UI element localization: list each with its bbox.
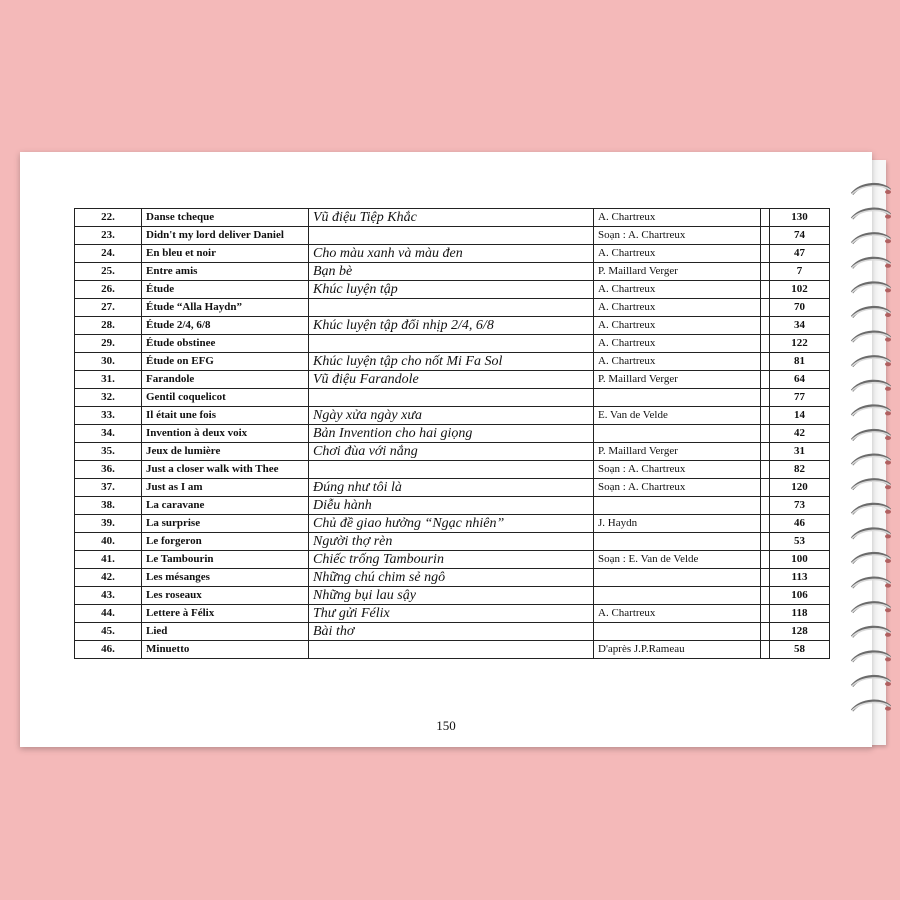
entry-spacer [761, 533, 770, 551]
entry-spacer [761, 335, 770, 353]
entry-spacer [761, 353, 770, 371]
spiral-coil [852, 430, 891, 440]
entry-page: 106 [770, 587, 830, 605]
entry-vietnamese-title: Những bụi lau sậy [309, 587, 594, 605]
entry-composer: A. Chartreux [594, 209, 761, 227]
entry-composer: Soạn : A. Chartreux [594, 461, 761, 479]
entry-composer [594, 533, 761, 551]
entry-spacer [761, 569, 770, 587]
entry-composer: Soạn : E. Van de Velde [594, 551, 761, 569]
entry-number: 43. [75, 587, 142, 605]
entry-spacer [761, 641, 770, 659]
spiral-coil [852, 209, 891, 219]
entry-number: 42. [75, 569, 142, 587]
table-row [75, 497, 830, 515]
entry-composer [594, 389, 761, 407]
entry-composer [594, 425, 761, 443]
entry-title: Étude 2/4, 6/8 [142, 317, 309, 335]
entry-title: Farandole [142, 371, 309, 389]
entry-page: 58 [770, 641, 830, 659]
entry-title: Le Tambourin [142, 551, 309, 569]
entry-composer: A. Chartreux [594, 605, 761, 623]
entry-spacer [761, 515, 770, 533]
entry-vietnamese-title [309, 461, 594, 479]
entry-page: 81 [770, 353, 830, 371]
table-row [75, 569, 830, 587]
entry-vietnamese-title: Chiếc trống Tambourin [309, 551, 594, 569]
entry-page: 34 [770, 317, 830, 335]
entry-composer: A. Chartreux [594, 281, 761, 299]
table-row [75, 533, 830, 551]
entry-vietnamese-title: Cho màu xanh và màu đen [309, 245, 594, 263]
entry-vietnamese-title: Bài thơ [309, 623, 594, 641]
spiral-coil [852, 504, 891, 514]
entry-vietnamese-title: Diễu hành [309, 497, 594, 515]
table-row [75, 209, 830, 227]
entry-number: 28. [75, 317, 142, 335]
entry-spacer [761, 209, 770, 227]
entry-page: 7 [770, 263, 830, 281]
entry-page: 64 [770, 371, 830, 389]
spiral-coil [852, 234, 891, 244]
entry-composer: A. Chartreux [594, 335, 761, 353]
table-row [75, 353, 830, 371]
entry-title: Étude obstinee [142, 335, 309, 353]
entry-spacer [761, 461, 770, 479]
entry-page: 31 [770, 443, 830, 461]
table-row [75, 623, 830, 641]
entry-number: 36. [75, 461, 142, 479]
entry-composer: Soạn : A. Chartreux [594, 479, 761, 497]
entry-title: Just a closer walk with Thee [142, 461, 309, 479]
entry-vietnamese-title: Khúc luyện tập đổi nhịp 2/4, 6/8 [309, 317, 594, 335]
entry-vietnamese-title [309, 389, 594, 407]
spiral-coil [852, 627, 891, 637]
entry-spacer [761, 479, 770, 497]
entry-title: Étude on EFG [142, 353, 309, 371]
table-row [75, 227, 830, 245]
entry-page: 100 [770, 551, 830, 569]
entry-page: 118 [770, 605, 830, 623]
entry-vietnamese-title [309, 335, 594, 353]
entry-number: 45. [75, 623, 142, 641]
entry-vietnamese-title: Khúc luyện tập cho nốt Mi Fa Sol [309, 353, 594, 371]
entry-vietnamese-title: Người thợ rèn [309, 533, 594, 551]
entry-spacer [761, 389, 770, 407]
table-row [75, 245, 830, 263]
entry-title: Just as I am [142, 479, 309, 497]
spiral-coil [852, 553, 891, 563]
entry-number: 41. [75, 551, 142, 569]
entry-number: 25. [75, 263, 142, 281]
entry-title: Invention à deux voix [142, 425, 309, 443]
spiral-coil [852, 381, 891, 391]
entry-number: 46. [75, 641, 142, 659]
entry-vietnamese-title [309, 299, 594, 317]
entry-page: 102 [770, 281, 830, 299]
entry-composer: A. Chartreux [594, 353, 761, 371]
entry-number: 38. [75, 497, 142, 515]
spiral-coil [852, 184, 891, 194]
entry-page: 70 [770, 299, 830, 317]
entry-page: 130 [770, 209, 830, 227]
spiral-coil [852, 258, 891, 268]
entry-vietnamese-title: Thư gửi Félix [309, 605, 594, 623]
entry-vietnamese-title: Chủ đề giao hưởng “Ngạc nhiên” [309, 515, 594, 533]
table-row [75, 263, 830, 281]
entry-spacer [761, 317, 770, 335]
entry-spacer [761, 245, 770, 263]
entry-spacer [761, 605, 770, 623]
entry-composer: P. Maillard Verger [594, 443, 761, 461]
contents-table-body [75, 209, 830, 659]
entry-number: 24. [75, 245, 142, 263]
entry-vietnamese-title [309, 641, 594, 659]
entry-title: Minuetto [142, 641, 309, 659]
entry-title: Étude “Alla Haydn” [142, 299, 309, 317]
entry-title: Lettere à Félix [142, 605, 309, 623]
entry-composer [594, 497, 761, 515]
entry-page: 122 [770, 335, 830, 353]
table-row [75, 479, 830, 497]
entry-number: 29. [75, 335, 142, 353]
entry-number: 37. [75, 479, 142, 497]
book-page [20, 152, 872, 747]
entry-composer: A. Chartreux [594, 317, 761, 335]
entry-title: Les mésanges [142, 569, 309, 587]
spiral-coil [852, 283, 891, 293]
entry-vietnamese-title: Bạn bè [309, 263, 594, 281]
spiral-coil [852, 652, 891, 662]
entry-spacer [761, 497, 770, 515]
table-row [75, 425, 830, 443]
table-row [75, 389, 830, 407]
entry-composer [594, 623, 761, 641]
entry-composer: P. Maillard Verger [594, 371, 761, 389]
entry-page: 53 [770, 533, 830, 551]
entry-spacer [761, 281, 770, 299]
entry-spacer [761, 263, 770, 281]
entry-title: Étude [142, 281, 309, 299]
spiral-binding [848, 180, 898, 720]
table-row [75, 551, 830, 569]
table-row [75, 443, 830, 461]
entry-number: 39. [75, 515, 142, 533]
table-row [75, 587, 830, 605]
entry-title: Les roseaux [142, 587, 309, 605]
entry-vietnamese-title: Khúc luyện tập [309, 281, 594, 299]
entry-composer: J. Haydn [594, 515, 761, 533]
entry-spacer [761, 551, 770, 569]
entry-composer: E. Van de Velde [594, 407, 761, 425]
entry-number: 32. [75, 389, 142, 407]
entry-number: 30. [75, 353, 142, 371]
entry-page: 82 [770, 461, 830, 479]
entry-vietnamese-title: Đúng như tôi là [309, 479, 594, 497]
entry-number: 22. [75, 209, 142, 227]
entry-vietnamese-title: Chơi đùa với nắng [309, 443, 594, 461]
entry-vietnamese-title [309, 227, 594, 245]
entry-spacer [761, 443, 770, 461]
spiral-coil [852, 406, 891, 416]
spiral-coil [852, 455, 891, 465]
table-row [75, 281, 830, 299]
spiral-coil [852, 676, 891, 686]
entry-page: 120 [770, 479, 830, 497]
table-row [75, 371, 830, 389]
spiral-coil [852, 529, 891, 539]
entry-number: 34. [75, 425, 142, 443]
table-row [75, 641, 830, 659]
entry-page: 77 [770, 389, 830, 407]
entry-composer: A. Chartreux [594, 245, 761, 263]
entry-vietnamese-title: Những chú chim sẻ ngô [309, 569, 594, 587]
entry-spacer [761, 425, 770, 443]
entry-title: Danse tcheque [142, 209, 309, 227]
entry-page: 113 [770, 569, 830, 587]
page-number: 150 [436, 718, 456, 733]
entry-spacer [761, 623, 770, 641]
table-row [75, 335, 830, 353]
spiral-coil [852, 578, 891, 588]
entry-page: 14 [770, 407, 830, 425]
entry-vietnamese-title: Vũ điệu Tiệp Khắc [309, 209, 594, 227]
entry-page: 74 [770, 227, 830, 245]
spiral-coil [852, 480, 891, 490]
entry-number: 26. [75, 281, 142, 299]
entry-spacer [761, 371, 770, 389]
entry-title: Didn't my lord deliver Daniel [142, 227, 309, 245]
entry-title: La caravane [142, 497, 309, 515]
entry-title: La surprise [142, 515, 309, 533]
entry-vietnamese-title: Ngày xửa ngày xưa [309, 407, 594, 425]
table-row [75, 407, 830, 425]
entry-composer: D'après J.P.Rameau [594, 641, 761, 659]
entry-number: 33. [75, 407, 142, 425]
entry-title: Il était une fois [142, 407, 309, 425]
entry-vietnamese-title: Vũ điệu Farandole [309, 371, 594, 389]
entry-number: 40. [75, 533, 142, 551]
entry-spacer [761, 227, 770, 245]
entry-title: Entre amis [142, 263, 309, 281]
entry-title: En bleu et noir [142, 245, 309, 263]
entry-composer: Soạn : A. Chartreux [594, 227, 761, 245]
spiral-coil [852, 307, 891, 317]
entry-title: Le forgeron [142, 533, 309, 551]
table-row [75, 461, 830, 479]
entry-page: 73 [770, 497, 830, 515]
entry-composer [594, 569, 761, 587]
entry-number: 35. [75, 443, 142, 461]
spiral-coil [852, 603, 891, 613]
entry-page: 46 [770, 515, 830, 533]
table-row [75, 605, 830, 623]
spiral-coil [852, 701, 891, 711]
table-row [75, 299, 830, 317]
spiral-coil [852, 357, 891, 367]
entry-number: 31. [75, 371, 142, 389]
entry-composer: P. Maillard Verger [594, 263, 761, 281]
contents-table [74, 208, 830, 659]
entry-composer [594, 587, 761, 605]
entry-spacer [761, 407, 770, 425]
entry-number: 44. [75, 605, 142, 623]
entry-title: Jeux de lumière [142, 443, 309, 461]
entry-number: 27. [75, 299, 142, 317]
entry-number: 23. [75, 227, 142, 245]
spiral-coil [852, 332, 891, 342]
entry-page: 42 [770, 425, 830, 443]
entry-page: 128 [770, 623, 830, 641]
entry-page: 47 [770, 245, 830, 263]
entry-vietnamese-title: Bản Invention cho hai giọng [309, 425, 594, 443]
entry-composer: A. Chartreux [594, 299, 761, 317]
table-row [75, 317, 830, 335]
entry-spacer [761, 299, 770, 317]
table-row [75, 515, 830, 533]
entry-title: Lied [142, 623, 309, 641]
entry-spacer [761, 587, 770, 605]
entry-title: Gentil coquelicot [142, 389, 309, 407]
